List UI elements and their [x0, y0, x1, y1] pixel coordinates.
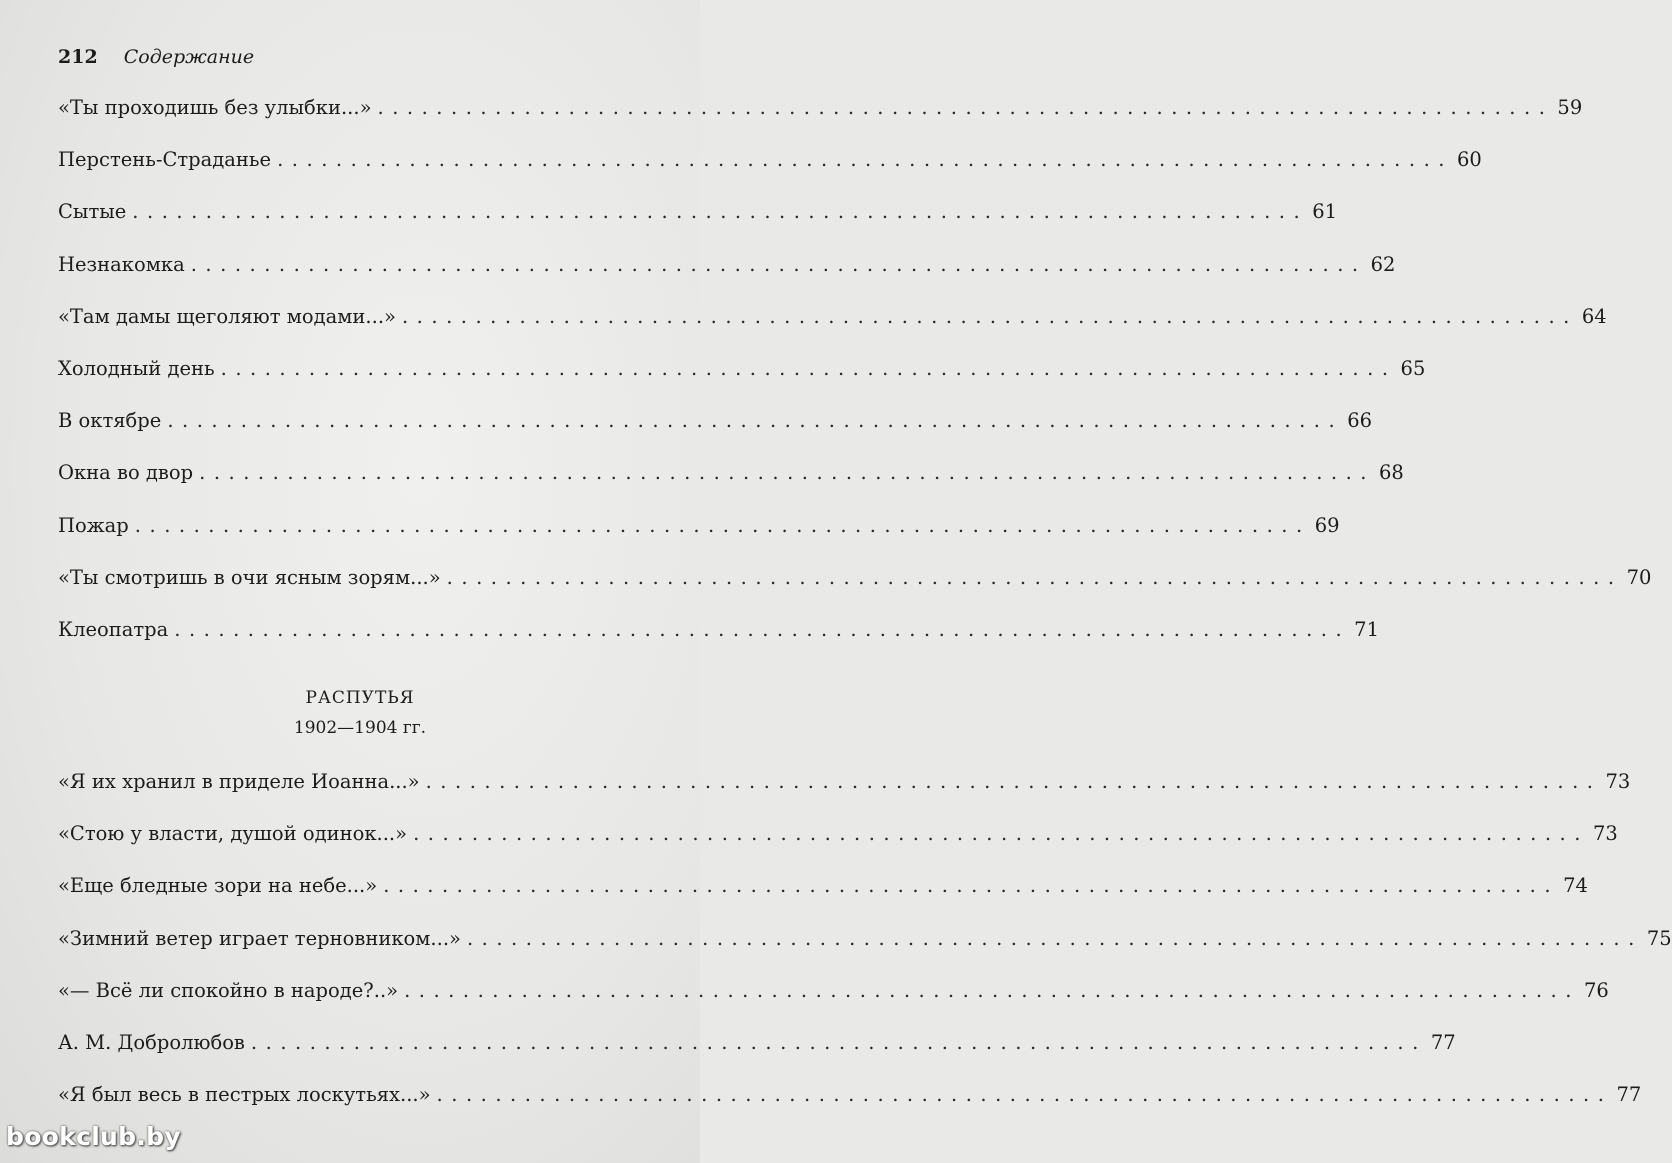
section-title: РАСПУТЬЯ [305, 688, 415, 708]
toc-entry-title: Клеопатра [58, 617, 169, 641]
toc-entry-title: Пожар [58, 513, 129, 537]
toc-entry [58, 1069, 1642, 1121]
dot-leader: ................................................................................ [413, 822, 1589, 846]
dot-leader: ................................................................................ [277, 148, 1453, 172]
dot-leader: ................................................................................ [436, 1083, 1613, 1107]
dot-leader: ................................................................................ [466, 926, 1643, 950]
page-header [58, 44, 254, 70]
page-number: 212 [58, 46, 98, 68]
dot-leader: ................................................................................ [174, 617, 1351, 641]
toc-entry-page: 73 [1592, 822, 1618, 846]
dot-leader: ................................................................................ [446, 565, 1623, 589]
toc-entry-title: «Я был весь в пестрых лоскутьях...» [58, 1083, 431, 1107]
toc-entry-page: 64 [1581, 304, 1607, 328]
toc-entry-title: Окна во двор [58, 461, 194, 485]
toc-entry [58, 134, 1482, 186]
toc-entry [58, 395, 1373, 447]
toc-entry-title: «— Всё ли спокойно в народе?..» [58, 978, 399, 1002]
toc-entry [58, 808, 1618, 860]
toc-entry-page: 62 [1370, 252, 1396, 276]
toc-entry-page: 71 [1354, 617, 1379, 641]
toc-list-a [58, 82, 1652, 656]
running-title: Содержание [123, 46, 255, 68]
toc-entry-title: «Там дамы щеголяют модами...» [58, 304, 396, 328]
dot-leader: ................................................................................ [404, 978, 1580, 1002]
toc-entry [58, 447, 1404, 499]
toc-entry [58, 552, 1652, 604]
dot-leader: ................................................................................ [401, 304, 1578, 328]
dot-leader: ................................................................................ [250, 1030, 1427, 1054]
toc-list-b [58, 756, 1672, 1121]
toc-entry-page: 74 [1563, 874, 1588, 898]
toc-entry-title: «Еще бледные зори на небе...» [58, 874, 378, 898]
dot-leader: ................................................................................ [134, 513, 1311, 537]
section-years: 1902—1904 гг. [293, 718, 427, 738]
toc-entry-title: «Ты проходишь без улыбки...» [58, 96, 372, 119]
dot-leader: ................................................................................ [199, 461, 1376, 485]
toc-entry-page: 66 [1347, 409, 1373, 433]
toc-entry-title: «Я их хранил в приделе Иоанна...» [58, 770, 420, 793]
toc-entry-title: А. М. Добролюбов [58, 1030, 245, 1054]
dot-leader: ................................................................................ [167, 409, 1344, 433]
toc-entry-page: 69 [1314, 513, 1340, 537]
toc-entry [58, 239, 1396, 291]
dot-leader: ................................................................................ [220, 356, 1397, 380]
dot-leader: ................................................................................ [132, 200, 1309, 224]
toc-entry-page: 60 [1456, 148, 1482, 172]
toc-entry-page: 61 [1312, 200, 1338, 224]
toc-entry-title: Холодный день [58, 356, 215, 380]
toc-entry-title: Сытые [58, 200, 127, 224]
toc-entry-title: В октябре [58, 409, 162, 433]
toc-entry-title: «Зимний ветер играет терновником...» [58, 926, 461, 950]
toc-entry-page: 77 [1430, 1030, 1456, 1054]
toc-entry [58, 291, 1607, 343]
toc-entry [58, 604, 1379, 656]
toc-entry [58, 913, 1672, 965]
toc-entry-title: «Стою у власти, душой одинок...» [58, 822, 408, 846]
toc-entry-page: 77 [1616, 1083, 1642, 1107]
dot-leader: ................................................................................ [377, 96, 1554, 119]
dot-leader: ................................................................................ [383, 874, 1560, 898]
toc-entry-page: 59 [1557, 96, 1583, 119]
dot-leader: ................................................................................ [425, 770, 1602, 793]
watermark: bookclub.by [6, 1122, 181, 1151]
toc-entry [58, 965, 1609, 1017]
toc-entry [58, 756, 1631, 808]
toc-entry-page: 68 [1379, 461, 1404, 485]
toc-entry-title: Незнакомка [58, 252, 185, 276]
toc-entry-page: 76 [1583, 978, 1609, 1002]
toc-entry [58, 343, 1426, 395]
toc-entry-page: 73 [1605, 770, 1631, 793]
toc-entry-page: 65 [1400, 356, 1426, 380]
toc-entry [58, 186, 1338, 238]
dot-leader: ................................................................................ [190, 252, 1367, 276]
toc-entry-page: 70 [1626, 565, 1652, 589]
toc-entry-page: 75 [1646, 926, 1672, 950]
toc-entry [58, 860, 1588, 912]
toc-entry [58, 1017, 1456, 1069]
toc-entry [58, 500, 1340, 552]
toc-entry-title: Перстень-Страданье [58, 148, 272, 172]
toc-entry-title: «Ты смотришь в очи ясным зорям...» [58, 565, 441, 589]
toc-entry [58, 82, 1583, 134]
